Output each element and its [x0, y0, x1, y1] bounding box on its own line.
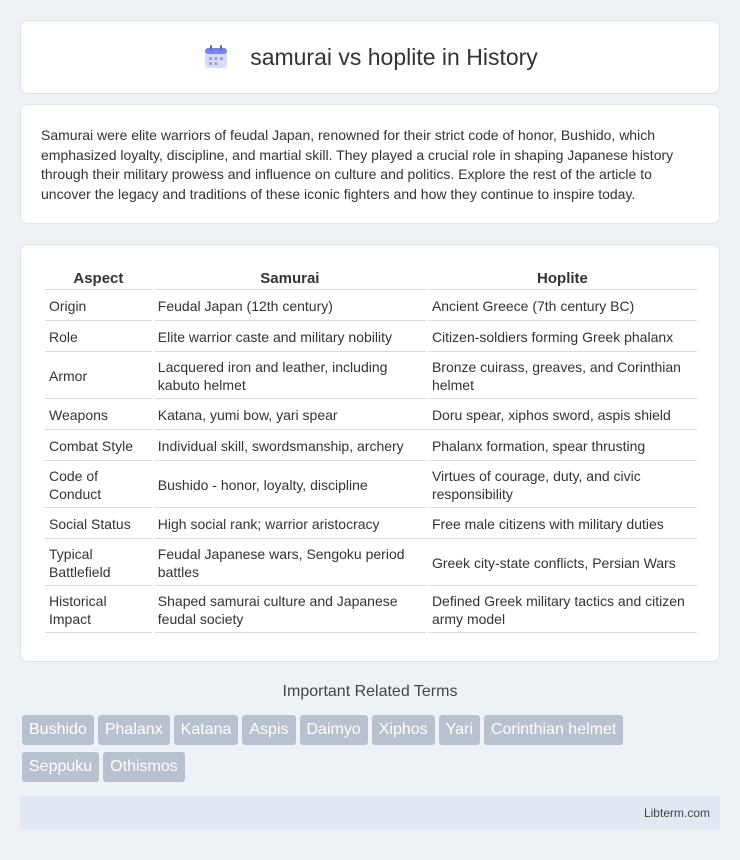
- table-row: [45, 292, 697, 321]
- comparison-card: [20, 244, 720, 662]
- table-cell: Shaped samurai culture and Japanese feudal society: [154, 588, 426, 633]
- table-cell: Phalanx formation, spear thrusting: [428, 432, 697, 461]
- table-header: Samurai: [154, 267, 426, 290]
- intro-card: [20, 104, 720, 224]
- tag-corinthian-helmet[interactable]: Corinthian helmet: [484, 715, 623, 745]
- table-cell: Origin: [45, 292, 152, 321]
- table-cell: Weapons: [45, 401, 152, 430]
- table-cell: Lacquered iron and leather, including kabuto helmet: [154, 354, 426, 399]
- footer: [20, 796, 720, 830]
- table-cell: Doru spear, xiphos sword, aspis shield: [428, 401, 697, 430]
- tag-katana[interactable]: Katana: [174, 715, 239, 745]
- table-row: [45, 541, 697, 586]
- tag-aspis[interactable]: Aspis: [242, 715, 295, 745]
- table-cell: Ancient Greece (7th century BC): [428, 292, 697, 321]
- table-cell: Combat Style: [45, 432, 152, 461]
- table-row: [45, 510, 697, 539]
- tag-seppuku[interactable]: Seppuku: [22, 752, 99, 782]
- table-cell: Virtues of courage, duty, and civic responsibility: [428, 463, 697, 508]
- table-row: [45, 463, 697, 508]
- table-cell: Bronze cuirass, greaves, and Corinthian helmet: [428, 354, 697, 399]
- tag-othismos[interactable]: Othismos: [103, 752, 185, 782]
- related-terms-list: [22, 715, 722, 789]
- table-cell: Code of Conduct: [45, 463, 152, 508]
- table-cell: Social Status: [45, 510, 152, 539]
- table-header: Aspect: [45, 267, 152, 290]
- footer-link[interactable]: Libterm.com: [643, 806, 710, 820]
- table-cell: Historical Impact: [45, 588, 152, 633]
- table-row: [45, 323, 697, 352]
- calendar-icon: [202, 43, 230, 71]
- table-row: [45, 588, 697, 633]
- tag-phalanx[interactable]: Phalanx: [98, 715, 170, 745]
- table-cell: Greek city-state conflicts, Persian Wars: [428, 541, 697, 586]
- table-cell: Feudal Japanese wars, Sengoku period battles: [154, 541, 426, 586]
- table-row: [45, 401, 697, 430]
- table-cell: Armor: [45, 354, 152, 399]
- page-title: samurai vs hoplite in History: [250, 43, 538, 70]
- table-row: [45, 432, 697, 461]
- table-cell: Defined Greek military tactics and citizen army model: [428, 588, 697, 633]
- comparison-table: [43, 265, 699, 635]
- table-cell: Role: [45, 323, 152, 352]
- table-cell: Typical Battlefield: [45, 541, 152, 586]
- header-card: [20, 20, 720, 94]
- tag-daimyo[interactable]: Daimyo: [300, 715, 368, 745]
- table-cell: Free male citizens with military duties: [428, 510, 697, 539]
- table-cell: Individual skill, swordsmanship, archery: [154, 432, 426, 461]
- table-cell: Citizen-soldiers forming Greek phalanx: [428, 323, 697, 352]
- table-row: [45, 354, 697, 399]
- related-terms-title: Important Related Terms: [282, 683, 458, 700]
- table-header: Hoplite: [428, 267, 697, 290]
- table-cell: Feudal Japan (12th century): [154, 292, 426, 321]
- table-cell: High social rank; warrior aristocracy: [154, 510, 426, 539]
- table-cell: Elite warrior caste and military nobility: [154, 323, 426, 352]
- tag-yari[interactable]: Yari: [439, 715, 480, 745]
- tag-bushido[interactable]: Bushido: [22, 715, 94, 745]
- table-cell: Bushido - honor, loyalty, discipline: [154, 463, 426, 508]
- table-cell: Katana, yumi bow, yari spear: [154, 401, 426, 430]
- intro-text: Samurai were elite warriors of feudal Japan, renowned for their strict code of honor, Bushido, which emphasized loyalty, discipline, and martial skill. They played a crucial role in shaping Japanese history through their military prowess and influence on culture and politics. Explore the rest of the article to uncover the legacy and traditions of these iconic fighters and how they continue to inspire today.: [41, 127, 674, 202]
- tag-xiphos[interactable]: Xiphos: [372, 715, 435, 745]
